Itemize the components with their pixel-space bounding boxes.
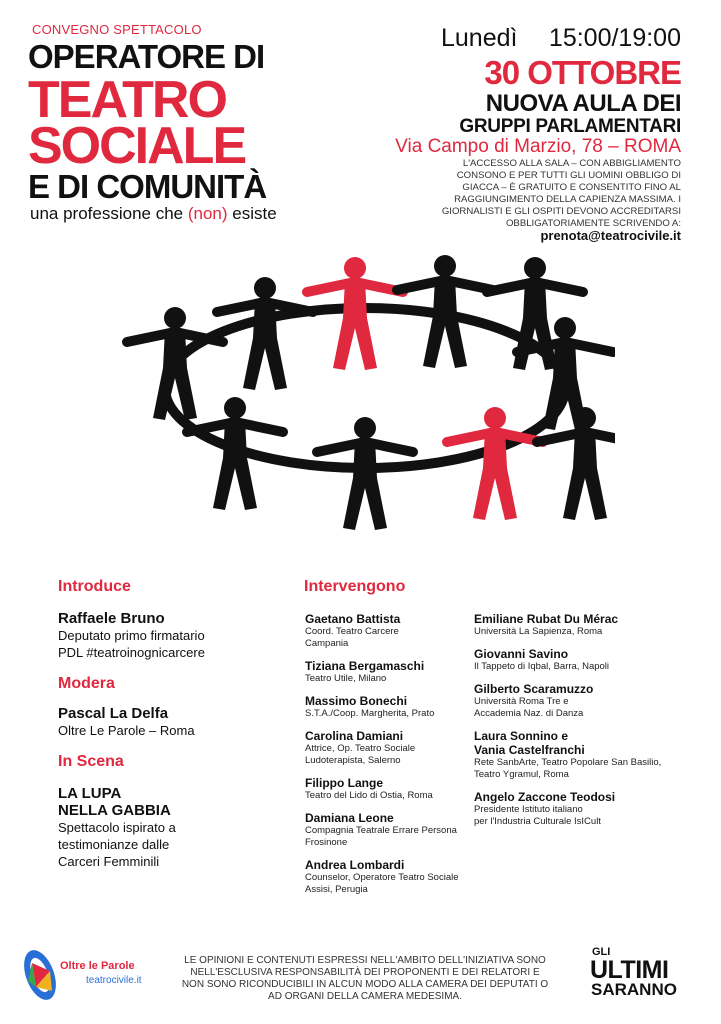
speaker-name: Carolina Damiani (305, 729, 404, 743)
speakers-column-2 (474, 612, 689, 837)
email-link[interactable]: prenota@teatrocivile.it (540, 228, 681, 243)
speaker-name: Emiliane Rubat Du Mérac (474, 612, 619, 626)
speaker-entry (474, 790, 689, 828)
modera-desc: Oltre Le Parole – Roma (58, 723, 195, 738)
subtitle-pre: una professione che (30, 204, 188, 223)
speaker-affiliation: Assisi, Perugia (305, 884, 368, 895)
introduce-label: Introduce (58, 578, 131, 595)
title-line-3: SOCIALE (28, 117, 246, 175)
event-date: 30 OTTOBRE (484, 54, 681, 91)
speaker-affiliation: Teatro Ygramul, Roma (474, 769, 569, 780)
scena-title-2: NELLA GABBIA (58, 802, 171, 819)
speaker-name: Massimo Bonechi (305, 694, 408, 708)
disclaimer: LE OPINIONI E CONTENUTI ESPRESSI NELL'AMBITO DELL'INIZIATIVA SONO NELL'ESCLUSIVA RESPONSABILITÀ DEI PROPONENTI E DEI RELATORI E NON SONO RICONDUCIBILI IN ALCUN MODO ALLA CAMERA DEI DEPUTATI O AD ORGANI DELLA CAMERA MEDESIMA. (181, 955, 549, 1002)
introduce-desc-2: PDL #teatroinognicarcere (58, 645, 205, 660)
speaker-entry (474, 729, 689, 781)
speaker-affiliation: Ludoterapista, Salerno (305, 755, 401, 766)
speaker-entry (305, 612, 475, 650)
speaker-affiliation: S.T.A./Coop. Margherita, Prato (305, 708, 435, 719)
speaker-name: Laura Sonnino e (474, 729, 569, 743)
logo-right-line-1: GLI (592, 946, 611, 958)
speaker-affiliation: Attrice, Op. Teatro Sociale (305, 743, 416, 754)
venue-line-2: GRUPPI PARLAMENTARI (459, 116, 681, 137)
subtitle-post: esiste (227, 204, 277, 223)
scena-title-1: LA LUPA (58, 785, 122, 802)
title-line-4: E DI COMUNITÀ (28, 168, 267, 205)
kicker: CONVEGNO SPETTACOLO (32, 22, 202, 37)
scena-label: In Scena (58, 753, 124, 770)
speaker-name: Gaetano Battista (305, 612, 401, 626)
speaker-entry (474, 682, 689, 720)
scena-desc-1: Spettacolo ispirato a (58, 820, 176, 835)
venue-line-1: NUOVA AULA DEI (485, 90, 681, 117)
modera-name: Pascal La Delfa (58, 705, 169, 722)
speaker-entry (305, 659, 475, 685)
speaker-affiliation: Presidente Istituto italiano (474, 804, 583, 815)
speaker-entry (474, 647, 689, 673)
speakers-column-1 (305, 612, 475, 905)
logo-left-url[interactable]: teatrocivile.it (86, 975, 142, 986)
access-note: L'ACCESSO ALLA SALA – CON ABBIGLIAMENTO CONSONO E PER TUTTI GLI UOMINI OBBLIGO DI GIACCA – È GRATUITO E CONSENTITO FINO AL RAGGIUNGIMENTO DELLA CAPIENZA MASSIMA. I GIORNALISTI E GLI OSPITI DEVONO ACCREDITARSI OBBLIGATORIAMENTE SCRIVENDO A: (441, 158, 681, 229)
event-address: Via Campo di Marzio, 78 – ROMA (395, 136, 681, 157)
black-figure (127, 307, 223, 420)
speaker-entry (305, 858, 475, 896)
speaker-entry (305, 776, 475, 802)
speaker-name: Angelo Zaccone Teodosi (474, 790, 616, 804)
paper-doll-ring-illustration (115, 238, 615, 578)
subtitle-red: (non) (187, 204, 228, 223)
introduce-desc-1: Deputato primo firmatario (58, 628, 205, 643)
speaker-name: Tiziana Bergamaschi (305, 659, 425, 673)
speaker-name: Gilberto Scaramuzzo (474, 682, 594, 696)
black-figure (317, 417, 413, 530)
event-day: Lunedì (441, 24, 518, 52)
event-time: 15:00/19:00 (548, 24, 681, 52)
speaker-name: Andrea Lombardi (305, 858, 405, 872)
left-column (58, 578, 288, 870)
speaker-entry (305, 729, 475, 767)
speaker-entry (305, 811, 475, 849)
speaker-name: Damiana Leone (305, 811, 394, 825)
oltre-le-parole-logo (22, 945, 172, 1003)
speaker-affiliation: Teatro Utile, Milano (305, 673, 387, 684)
subtitle (30, 204, 277, 224)
speaker-affiliation: per l'Industria Culturale IsICult (474, 816, 601, 827)
speaker-name: Giovanni Savino (474, 647, 569, 661)
speaker-affiliation: Frosinone (305, 837, 348, 848)
scena-desc-3: Carceri Femminili (58, 854, 160, 869)
logo-left-name: Oltre le Parole (60, 960, 135, 972)
speaker-affiliation: Counselor, Operatore Teatro Sociale (305, 872, 459, 883)
speaker-affiliation: Università Roma Tre e (474, 696, 569, 707)
speaker-affiliation: Accademia Naz. di Danza (474, 708, 584, 719)
speaker-name: Vania Castelfranchi (474, 743, 585, 757)
logo-right-line-3: SARANNO (591, 980, 677, 999)
speaker-affiliation: Compagnia Teatrale Errare Persona (305, 825, 457, 836)
speaker-entry (305, 694, 475, 720)
speaker-affiliation: Campania (305, 638, 349, 649)
modera-label: Modera (58, 675, 115, 692)
title-line-2: TEATRO (28, 71, 226, 129)
speaker-name: Filippo Lange (305, 776, 383, 790)
speaker-affiliation: Il Tappeto di Iqbal, Barra, Napoli (474, 661, 610, 672)
logo-right-line-2: ULTIMI (590, 956, 669, 984)
speaker-entry (474, 612, 689, 638)
introduce-name: Raffaele Bruno (58, 610, 165, 627)
red-figure (447, 407, 543, 520)
speaker-affiliation: Teatro del Lido di Ostia, Roma (305, 790, 433, 801)
scena-desc-2: testimonianze dalle (58, 837, 170, 852)
title-line-1: OPERATORE DI (28, 38, 265, 75)
speaker-affiliation: Rete SanbArte, Teatro Popolare San Basilio, (474, 757, 662, 768)
speaker-affiliation: Coord. Teatro Carcere (305, 626, 399, 637)
speakers-label: Intervengono (304, 578, 406, 595)
speaker-affiliation: Università La Sapienza, Roma (474, 626, 603, 637)
